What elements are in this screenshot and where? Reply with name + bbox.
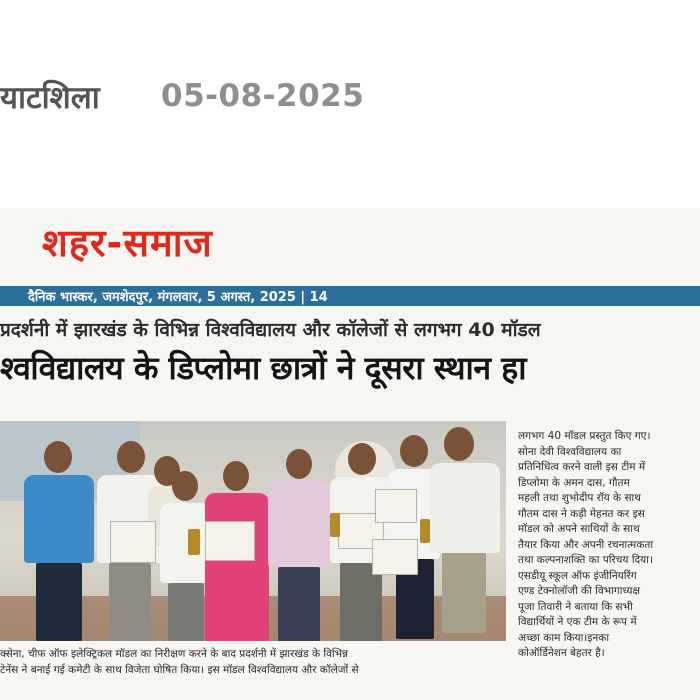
column-line: तथा कल्पनाशक्ति का परिचय दिया। bbox=[518, 554, 653, 566]
column-line: अच्छा काम किया।इनका bbox=[518, 631, 610, 644]
news-photo bbox=[0, 421, 506, 641]
article-column bbox=[518, 429, 696, 662]
article-bottom-text bbox=[0, 646, 690, 678]
column-line: प्रतिनिधित्व करने वाली इस टीम में bbox=[518, 461, 646, 473]
certificate bbox=[110, 521, 156, 563]
column-line: कोऑर्डिनेशन बेहतर है। bbox=[518, 647, 605, 659]
date-label: 05-08-2025 bbox=[161, 78, 365, 114]
column-line: सोना देवी विश्वविद्यालय का bbox=[518, 445, 622, 458]
subheadline: प्रदर्शनी में झारखंड के विभिन्न विश्वविद्यालय और कॉलेजों से लगभग 40 मॉडल bbox=[0, 319, 541, 341]
certificate bbox=[372, 539, 418, 575]
bottom-line: टेनेंस ने बनाई गई कमेटी के साथ विजेता घोषित किया। इस मॉडल विश्वविद्यालय और कॉलेजों से bbox=[0, 664, 359, 676]
column-line: मॉडल को अपने साथियों के साथ bbox=[518, 523, 640, 535]
column-line: एण्ड टेक्नोलॉजी की विभागाध्यक्ष bbox=[518, 585, 641, 597]
masthead-band bbox=[0, 286, 700, 306]
headline: श्वविद्यालय के डिप्लोमा छात्रों ने दूसरा स्थान हा bbox=[0, 349, 527, 387]
masthead-text: दैनिक भास्कर, जमशेदपुर, मंगलवार, 5 अगस्त, 2025 | 14 bbox=[28, 290, 328, 305]
trophy bbox=[188, 529, 200, 555]
trophy bbox=[420, 519, 430, 543]
column-line: डिप्लोमा के अमन दास, गौतम bbox=[518, 476, 630, 489]
column-line: लगभग 40 मॉडल प्रस्तुत किए गए। bbox=[518, 430, 651, 442]
bottom-line: क्सेना, चीफ ऑफ इलेक्ट्रिकल मॉडल का निरीक्षण करने के बाद प्रदर्शनी में झारखंड के विभिन्न bbox=[0, 648, 349, 660]
certificate bbox=[375, 489, 417, 523]
certificate bbox=[205, 521, 255, 561]
column-line: एसडीयू स्कूल ऑफ इंजीनियरिंग bbox=[518, 569, 637, 582]
column-line: गौतम दास ने कड़ी मेहनत कर इस bbox=[518, 507, 645, 520]
column-line: पूजा तिवारी ने बताया कि सभी bbox=[518, 600, 633, 613]
column-line: विद्यार्थियों ने एक टीम के रूप में bbox=[518, 616, 637, 628]
section-title: शहर-समाज bbox=[42, 221, 213, 265]
location-label: याटशिला bbox=[0, 80, 100, 116]
newspaper-clipping bbox=[0, 208, 700, 700]
column-line: तैयार किया और अपनी रचनात्मकता bbox=[518, 538, 654, 551]
trophy bbox=[330, 513, 340, 537]
column-line: महली तथा शुभोदीप रॉय के साथ bbox=[518, 492, 641, 504]
